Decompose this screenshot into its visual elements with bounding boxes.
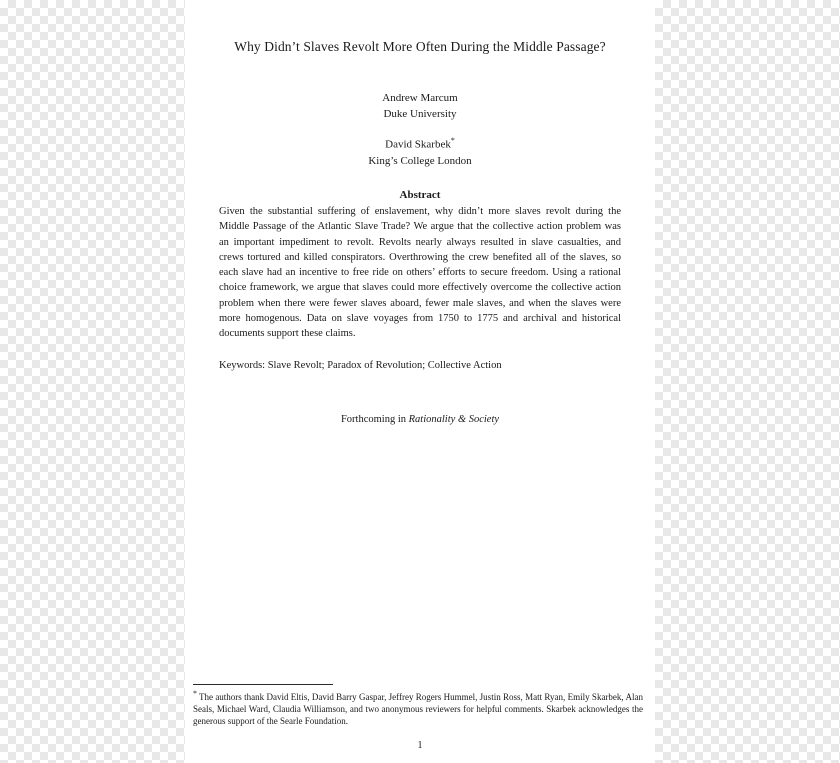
footnote-separator: [193, 684, 333, 685]
transparent-margin-right: [655, 0, 840, 763]
forthcoming-prefix: Forthcoming in: [340, 413, 409, 425]
keywords-line: Keywords: Slave Revolt; Paradox of Revolution; Collective Action: [219, 360, 502, 372]
author-affiliation: King’s College London: [368, 154, 472, 167]
footnote-marker-icon: *: [450, 135, 455, 145]
author-entry: [185, 90, 655, 123]
page-number: 1: [417, 740, 423, 751]
abstract-text: Given the substantial suffering of enslavement, why didn’t more slaves revolt during the Middle Passage of the Atlantic Slave Trade? We argue that the collective action problem was an important impediment to revolt. Revolts nearly always resulted in slave casualties, and crews tortured and killed conspirators. Overthrowing the crew benefited all of the slaves, so each slave had an incentive to free ride on others’ efforts to secure freedom. Using a rational choice framework, we argue that slaves could more effectively overcome the collective action problem when there were fewer slaves aboard, fewer male slaves, and when the slaves were more homogenous. Data on slave voyages from 1750 to 1775 and archival and historical documents support these claims.: [219, 206, 621, 339]
footnote-star-icon: *: [193, 688, 197, 698]
author-name: [185, 135, 655, 153]
transparent-margin-left: [0, 0, 185, 763]
footnote-area: [185, 684, 655, 727]
footnote-body: The authors thank David Eltis, David Barry Gaspar, Jeffrey Rogers Hummel, Justin Ross, Matt Ryan, Emily Skarbek, Alan Seals, Michael Ward, Claudia Williamson, and two anonymous reviewers for helpful comments. Skarbek acknowledges the generous support of the Searle Foundation.: [193, 691, 643, 726]
author-name-text: David Skarbek: [385, 138, 451, 151]
footnote-text: [193, 689, 643, 727]
author-list: [185, 90, 655, 170]
abstract-heading: Abstract: [399, 189, 441, 202]
forthcoming-note: [185, 414, 655, 425]
author-affiliation: Duke University: [383, 108, 457, 121]
paper-page: [185, 0, 655, 763]
author-name: Andrew Marcum: [382, 91, 458, 104]
page-title: Why Didn’t Slaves Revolt More Often During the Middle Passage?: [234, 39, 606, 54]
journal-name: Rationality & Society: [408, 413, 500, 425]
author-entry: [185, 135, 655, 170]
